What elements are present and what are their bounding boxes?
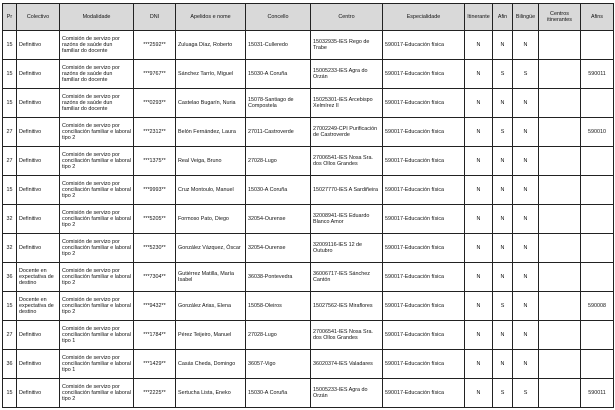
cell-centro: 32009116-IES 12 de Outubro xyxy=(311,234,383,263)
cell-centros-itinerantes xyxy=(539,321,581,350)
column-header: Colectivo xyxy=(17,4,60,31)
table-row xyxy=(3,147,614,176)
cell-concello: 27028-Lugo xyxy=(246,147,311,176)
cell-pr: 15 xyxy=(3,379,17,408)
table-row xyxy=(3,118,614,147)
cell-colectivo: Definitivo xyxy=(17,234,60,263)
cell-bilingue: S xyxy=(513,60,539,89)
cell-afins xyxy=(581,350,614,379)
cell-colectivo: Definitivo xyxy=(17,147,60,176)
cell-bilingue: N xyxy=(513,147,539,176)
cell-afin: S xyxy=(493,60,513,89)
cell-modalidade: Comisión de servizo por razóns de saúde dun familiar do docente xyxy=(60,31,134,60)
cell-pr: 36 xyxy=(3,263,17,292)
cell-nome: González Arias, Elena xyxy=(176,292,246,321)
cell-colectivo: Definitivo xyxy=(17,60,60,89)
cell-nome: Cruz Montoulo, Manuel xyxy=(176,176,246,205)
cell-centro: 15025301-IES Arcebispo Xelmírez II xyxy=(311,89,383,118)
table-header-row xyxy=(3,4,614,31)
column-header: Bilingüe xyxy=(513,4,539,31)
cell-afin: N xyxy=(493,205,513,234)
table-row xyxy=(3,31,614,60)
column-header: Afins xyxy=(581,4,614,31)
cell-colectivo: Definitivo xyxy=(17,350,60,379)
cell-especialidade: 590017-Educación física xyxy=(383,147,465,176)
cell-centro: 27006541-IES Nosa Sra. dos Ollos Grandes xyxy=(311,147,383,176)
cell-itinerante: N xyxy=(465,176,493,205)
cell-afins xyxy=(581,147,614,176)
table-row xyxy=(3,205,614,234)
cell-dni: ***1375** xyxy=(134,147,176,176)
cell-afin: S xyxy=(493,292,513,321)
cell-itinerante: N xyxy=(465,89,493,118)
cell-centros-itinerantes xyxy=(539,31,581,60)
column-header: DNI xyxy=(134,4,176,31)
cell-dni: ***5205** xyxy=(134,205,176,234)
cell-modalidade: Comisión de servizo por conciliación familiar e laboral tipo 2 xyxy=(60,292,134,321)
cell-centro: 15005233-IES Agra do Orzán xyxy=(311,60,383,89)
cell-centro: 15005233-IES Agra do Orzán xyxy=(311,379,383,408)
cell-dni: ***7304** xyxy=(134,263,176,292)
cell-colectivo: Definitivo xyxy=(17,118,60,147)
cell-nome: Zuluaga Díaz, Roberto xyxy=(176,31,246,60)
cell-dni: ***9432** xyxy=(134,292,176,321)
cell-concello: 15058-Oleiros xyxy=(246,292,311,321)
cell-centros-itinerantes xyxy=(539,263,581,292)
column-header: Especialidade xyxy=(383,4,465,31)
cell-itinerante: N xyxy=(465,292,493,321)
cell-bilingue: N xyxy=(513,292,539,321)
cell-nome: Sertucha Lista, Eneko xyxy=(176,379,246,408)
cell-centros-itinerantes xyxy=(539,118,581,147)
cell-centros-itinerantes xyxy=(539,176,581,205)
cell-colectivo: Definitivo xyxy=(17,176,60,205)
cell-nome: Pérez Teijeiro, Manuel xyxy=(176,321,246,350)
cell-afins xyxy=(581,89,614,118)
cell-nome: González Vázquez, Óscar xyxy=(176,234,246,263)
cell-centro: 15027562-IES Miraflores xyxy=(311,292,383,321)
cell-modalidade: Comisión de servizo por conciliación familiar e laboral tipo 2 xyxy=(60,205,134,234)
cell-itinerante: N xyxy=(465,379,493,408)
cell-concello: 15030-A Coruña xyxy=(246,379,311,408)
cell-bilingue: S xyxy=(513,379,539,408)
cell-afins xyxy=(581,321,614,350)
cell-afins: 590011 xyxy=(581,379,614,408)
cell-concello: 15030-A Coruña xyxy=(246,60,311,89)
cell-afin: N xyxy=(493,176,513,205)
cell-concello: 27028-Lugo xyxy=(246,321,311,350)
cell-concello: 15031-Culleredo xyxy=(246,31,311,60)
cell-bilingue: N xyxy=(513,234,539,263)
column-header: Afin xyxy=(493,4,513,31)
cell-modalidade: Comisión de servizo por conciliación familiar e laboral tipo 1 xyxy=(60,350,134,379)
cell-modalidade: Comisión de servizo por conciliación familiar e laboral tipo 2 xyxy=(60,263,134,292)
cell-afin: N xyxy=(493,234,513,263)
cell-itinerante: N xyxy=(465,118,493,147)
cell-especialidade: 590017-Educación física xyxy=(383,263,465,292)
cell-nome: Castelao Bugarín, Nuria xyxy=(176,89,246,118)
cell-dni: ***9993** xyxy=(134,176,176,205)
cell-centros-itinerantes xyxy=(539,350,581,379)
cell-concello: 36038-Pontevedra xyxy=(246,263,311,292)
cell-afins xyxy=(581,31,614,60)
cell-especialidade: 590017-Educación física xyxy=(383,89,465,118)
cell-bilingue: N xyxy=(513,263,539,292)
cell-colectivo: Docente en expectativa de destino xyxy=(17,263,60,292)
cell-centro: 15032935-IES Rego de Trabe xyxy=(311,31,383,60)
cell-modalidade: Comisión de servizo por conciliación familiar e laboral tipo 2 xyxy=(60,379,134,408)
cell-pr: 32 xyxy=(3,205,17,234)
cell-dni: ***9767** xyxy=(134,60,176,89)
cell-bilingue: N xyxy=(513,350,539,379)
table-row xyxy=(3,379,614,408)
cell-colectivo: Definitivo xyxy=(17,89,60,118)
cell-afin: S xyxy=(493,379,513,408)
table-row xyxy=(3,234,614,263)
cell-especialidade: 590017-Educación física xyxy=(383,292,465,321)
cell-especialidade: 590017-Educación física xyxy=(383,31,465,60)
cell-afin: N xyxy=(493,321,513,350)
cell-pr: 36 xyxy=(3,350,17,379)
cell-bilingue: N xyxy=(513,321,539,350)
cell-concello: 32054-Ourense xyxy=(246,205,311,234)
cell-afins: 590011 xyxy=(581,60,614,89)
cell-afins xyxy=(581,176,614,205)
cell-afin: N xyxy=(493,31,513,60)
cell-colectivo: Definitivo xyxy=(17,205,60,234)
document-page xyxy=(2,3,614,408)
cell-centro: 32008941-IES Eduardo Blanco Amor xyxy=(311,205,383,234)
cell-centros-itinerantes xyxy=(539,147,581,176)
cell-centros-itinerantes xyxy=(539,234,581,263)
cell-dni: ***2225** xyxy=(134,379,176,408)
cell-modalidade: Comisión de servizo por conciliación familiar e laboral tipo 1 xyxy=(60,321,134,350)
cell-itinerante: N xyxy=(465,31,493,60)
column-header: Modalidade xyxy=(60,4,134,31)
table-row xyxy=(3,60,614,89)
cell-modalidade: Comisión de servizo por conciliación familiar e laboral tipo 2 xyxy=(60,234,134,263)
cell-pr: 15 xyxy=(3,176,17,205)
cell-centro: 36006717-IES Sánchez Cantón xyxy=(311,263,383,292)
cell-pr: 32 xyxy=(3,234,17,263)
cell-colectivo: Definitivo xyxy=(17,31,60,60)
cell-afin: N xyxy=(493,350,513,379)
cell-dni: ***2592** xyxy=(134,31,176,60)
cell-centros-itinerantes xyxy=(539,379,581,408)
cell-especialidade: 590017-Educación física xyxy=(383,321,465,350)
cell-afin: S xyxy=(493,118,513,147)
cell-pr: 15 xyxy=(3,292,17,321)
cell-pr: 15 xyxy=(3,60,17,89)
cell-centro: 27006541-IES Nosa Sra. dos Ollos Grandes xyxy=(311,321,383,350)
cell-concello: 27011-Castroverde xyxy=(246,118,311,147)
cell-afins: 590008 xyxy=(581,292,614,321)
cell-nome: Real Veiga, Bruno xyxy=(176,147,246,176)
cell-dni: ***1429** xyxy=(134,350,176,379)
cell-itinerante: N xyxy=(465,263,493,292)
cell-centro: 27002249-CPI Purificación de Castroverde xyxy=(311,118,383,147)
cell-dni: ***0293** xyxy=(134,89,176,118)
cell-especialidade: 590017-Educación física xyxy=(383,118,465,147)
cell-pr: 15 xyxy=(3,31,17,60)
cell-concello: 15078-Santiago de Compostela xyxy=(246,89,311,118)
cell-concello: 15030-A Coruña xyxy=(246,176,311,205)
cell-afins xyxy=(581,205,614,234)
cell-itinerante: N xyxy=(465,147,493,176)
cell-especialidade: 590017-Educación física xyxy=(383,379,465,408)
assignments-table xyxy=(2,3,614,408)
cell-bilingue: N xyxy=(513,31,539,60)
cell-pr: 15 xyxy=(3,89,17,118)
cell-bilingue: N xyxy=(513,118,539,147)
cell-bilingue: N xyxy=(513,176,539,205)
cell-nome: Formoso Pato, Diego xyxy=(176,205,246,234)
cell-centros-itinerantes xyxy=(539,292,581,321)
cell-afins xyxy=(581,263,614,292)
table-row xyxy=(3,292,614,321)
cell-colectivo: Definitivo xyxy=(17,321,60,350)
cell-concello: 32054-Ourense xyxy=(246,234,311,263)
cell-itinerante: N xyxy=(465,205,493,234)
cell-itinerante: N xyxy=(465,350,493,379)
cell-concello: 36057-Vigo xyxy=(246,350,311,379)
cell-afin: N xyxy=(493,147,513,176)
cell-itinerante: N xyxy=(465,321,493,350)
table-row xyxy=(3,321,614,350)
column-header: Apelidos e nome xyxy=(176,4,246,31)
column-header: Concello xyxy=(246,4,311,31)
cell-nome: Belón Fernández, Laura xyxy=(176,118,246,147)
cell-nome: Gutiérrez Matilla, María Isabel xyxy=(176,263,246,292)
column-header: Itinerante xyxy=(465,4,493,31)
cell-especialidade: 590017-Educación física xyxy=(383,60,465,89)
cell-centros-itinerantes xyxy=(539,89,581,118)
cell-bilingue: N xyxy=(513,205,539,234)
cell-itinerante: N xyxy=(465,60,493,89)
cell-centros-itinerantes xyxy=(539,205,581,234)
cell-especialidade: 590017-Educación física xyxy=(383,176,465,205)
cell-afins xyxy=(581,234,614,263)
cell-colectivo: Docente en expectativa de destino xyxy=(17,292,60,321)
cell-pr: 27 xyxy=(3,147,17,176)
cell-centro: 36020374-IES Valadares xyxy=(311,350,383,379)
column-header: Centros itinerantes xyxy=(539,4,581,31)
cell-itinerante: N xyxy=(465,234,493,263)
cell-modalidade: Comisión de servizo por conciliación familiar e laboral tipo 2 xyxy=(60,147,134,176)
cell-bilingue: N xyxy=(513,89,539,118)
table-row xyxy=(3,263,614,292)
cell-dni: ***5230** xyxy=(134,234,176,263)
table-row xyxy=(3,89,614,118)
cell-pr: 27 xyxy=(3,321,17,350)
cell-afins: 590010 xyxy=(581,118,614,147)
cell-especialidade: 590017-Educación física xyxy=(383,205,465,234)
cell-modalidade: Comisión de servizo por razóns de saúde dun familiar do docente xyxy=(60,60,134,89)
cell-modalidade: Comisión de servizo por conciliación familiar e laboral tipo 2 xyxy=(60,176,134,205)
table-row xyxy=(3,176,614,205)
cell-centro: 15027770-IES A Sardiñeira xyxy=(311,176,383,205)
column-header: Pr xyxy=(3,4,17,31)
cell-dni: ***2312** xyxy=(134,118,176,147)
column-header: Centro xyxy=(311,4,383,31)
cell-modalidade: Comisión de servizo por razóns de saúde dun familiar do docente xyxy=(60,89,134,118)
cell-colectivo: Definitivo xyxy=(17,379,60,408)
cell-afin: N xyxy=(493,263,513,292)
cell-modalidade: Comisión de servizo por conciliación familiar e laboral tipo 2 xyxy=(60,118,134,147)
cell-centros-itinerantes xyxy=(539,60,581,89)
table-body xyxy=(3,31,614,408)
table-row xyxy=(3,350,614,379)
cell-nome: Casás Cheda, Domingo xyxy=(176,350,246,379)
cell-especialidade: 590017-Educación física xyxy=(383,234,465,263)
cell-nome: Sánchez Tarrío, Miguel xyxy=(176,60,246,89)
cell-especialidade: 590017-Educación física xyxy=(383,350,465,379)
cell-pr: 27 xyxy=(3,118,17,147)
cell-dni: ***1784** xyxy=(134,321,176,350)
cell-afin: N xyxy=(493,89,513,118)
